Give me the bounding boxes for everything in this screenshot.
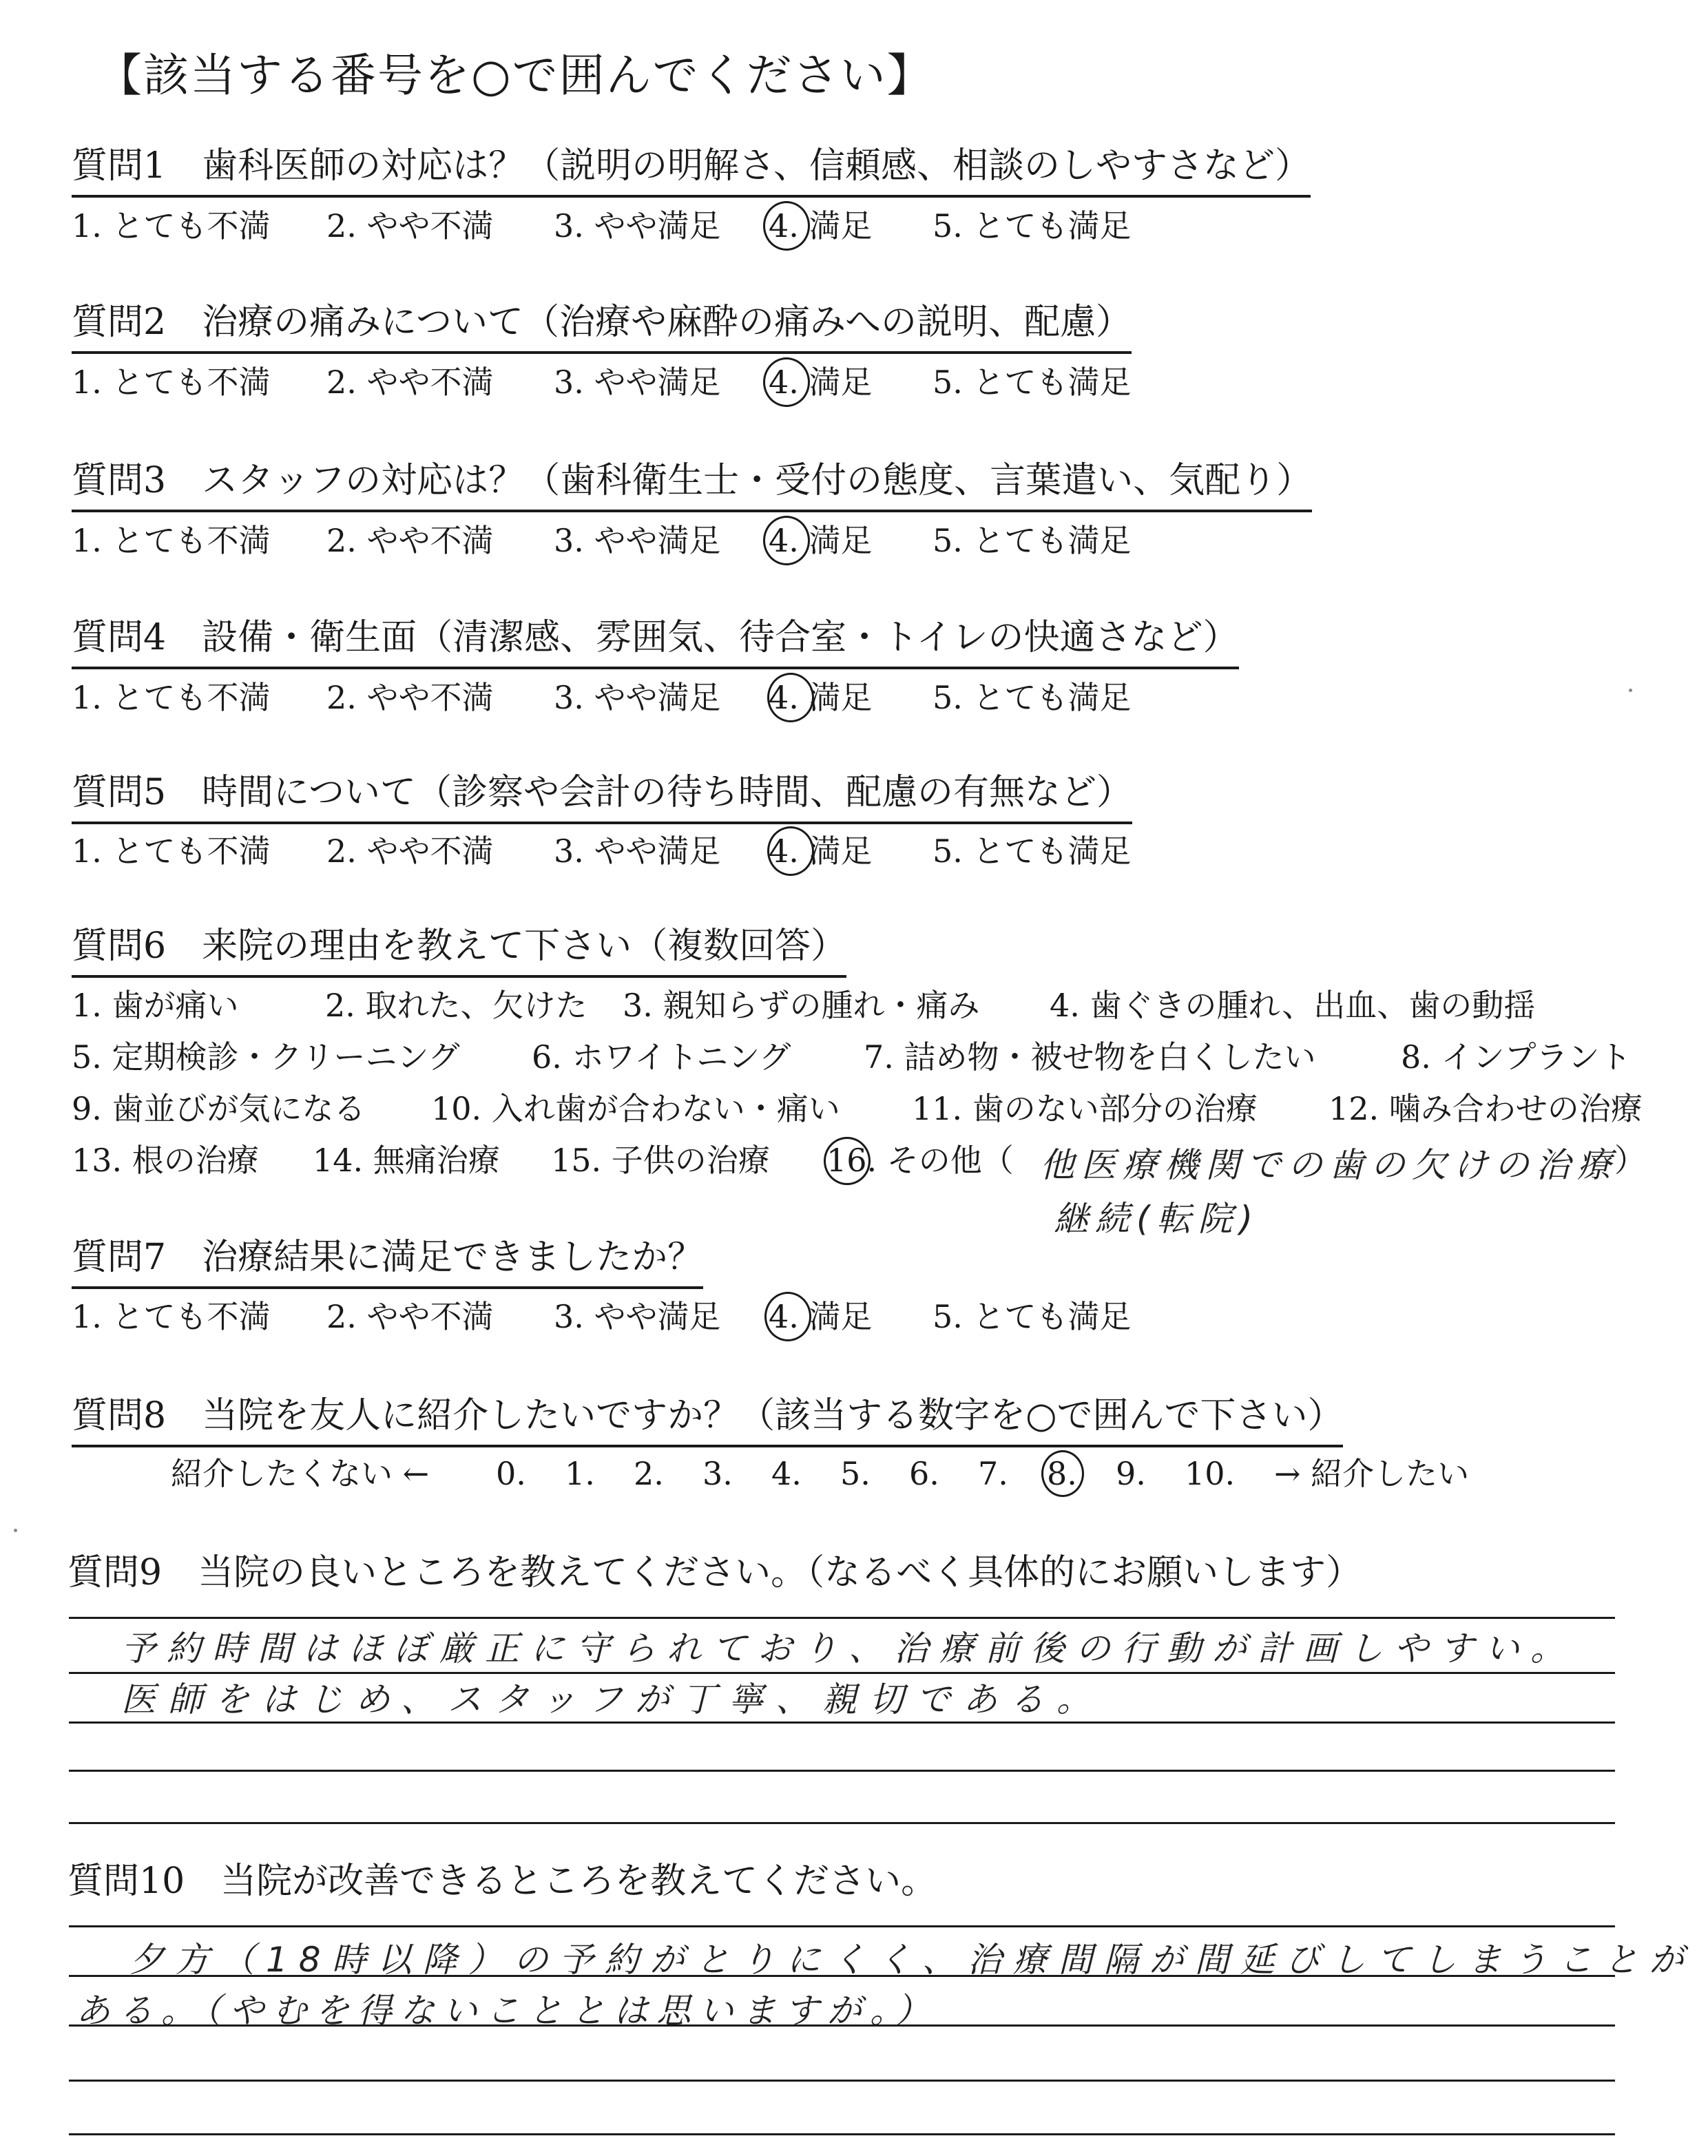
- question-10-title: 質問10 当院が改善できるところを教えてください。: [67, 1861, 937, 1902]
- answer-line: [69, 2133, 1615, 2135]
- option-5[interactable]: 5. とても満足: [933, 679, 1132, 716]
- option-3[interactable]: 3. やや満足: [554, 207, 721, 244]
- score-7[interactable]: 7.: [978, 1455, 1008, 1492]
- answer-line: [69, 1822, 1615, 1824]
- option-3[interactable]: 3. やや満足: [554, 679, 721, 716]
- option-2[interactable]: 2. 取れた、欠けた: [325, 987, 587, 1024]
- option-4[interactable]: 4. 満足: [769, 207, 873, 244]
- option-5[interactable]: 5. 定期検診・クリーニング: [72, 1038, 460, 1076]
- question-6-title: 質問6 来院の理由を教えて下さい（複数回答）: [72, 921, 846, 978]
- score-10[interactable]: 10.: [1185, 1455, 1236, 1492]
- answer-line: [69, 1770, 1615, 1772]
- option-5[interactable]: 5. とても満足: [933, 833, 1132, 870]
- option-6[interactable]: 6. ホワイトニング: [532, 1038, 791, 1076]
- score-1[interactable]: 1.: [565, 1455, 595, 1492]
- other-answer-handwriting-line-1: 他医療機関での歯の欠けの治療: [1040, 1145, 1618, 1185]
- option-2[interactable]: 2. やや不満: [326, 1298, 494, 1335]
- option-5[interactable]: 5. とても満足: [933, 522, 1132, 559]
- question-6-row-1: [72, 985, 1656, 1026]
- q10-handwriting-line-1: 夕方（18時以降）の予約がとりにくく、治療間隔が間延びしてしまうことが: [129, 1940, 1695, 1980]
- question-8-title: 質問8 当院を友人に紹介したいですか？（該当する数字を○で囲んで下さい）: [72, 1391, 1343, 1447]
- option-3[interactable]: 3. 親知らずの腫れ・痛み: [623, 987, 980, 1024]
- option-4[interactable]: 4. 満足: [769, 679, 873, 716]
- q10-handwriting-line-2: ある。（やむを得ないこととは思いますが。）: [76, 1991, 938, 2031]
- score-4[interactable]: 4.: [771, 1455, 802, 1492]
- scale-right-label: → 紹介したい: [1274, 1455, 1470, 1492]
- scan-speck: [1629, 689, 1632, 692]
- score-5[interactable]: 5.: [840, 1455, 871, 1492]
- answer-line: [69, 1721, 1615, 1724]
- option-3[interactable]: 3. やや満足: [554, 833, 721, 870]
- option-14[interactable]: 14. 無痛治療: [313, 1142, 500, 1179]
- other-answer-handwriting-line-2: 継続(転院): [1054, 1199, 1260, 1239]
- option-16[interactable]: 16. その他（: [826, 1142, 1014, 1179]
- score-6[interactable]: 6.: [909, 1455, 939, 1492]
- option-4[interactable]: 4. 満足: [769, 1298, 873, 1335]
- score-3[interactable]: 3.: [702, 1455, 733, 1492]
- option-8[interactable]: 8. インプラント: [1401, 1038, 1632, 1076]
- option-11[interactable]: 11. 歯のない部分の治療: [912, 1090, 1258, 1127]
- q9-handwriting-line-1: 予約時間はほぼ厳正に守られており、治療前後の行動が計画しやすい。: [121, 1629, 1576, 1668]
- question-1-title: 質問1 歯科医師の対応は？（説明の明解さ、信頼感、相談のしやすさなど）: [72, 141, 1311, 198]
- option-2[interactable]: 2. やや不満: [326, 207, 494, 244]
- question-4-options: [72, 677, 1242, 718]
- option-15[interactable]: 15. 子供の治療: [551, 1142, 770, 1179]
- score-8[interactable]: 8.: [1047, 1455, 1077, 1492]
- option-5[interactable]: 5. とても満足: [933, 1298, 1132, 1335]
- option-4[interactable]: 4. 歯ぐきの腫れ、出血、歯の動揺: [1050, 987, 1536, 1024]
- option-4[interactable]: 4. 満足: [769, 364, 873, 401]
- scale-left-label: 紹介したくない ←: [171, 1455, 430, 1492]
- option-1[interactable]: 1. とても不満: [72, 833, 271, 870]
- option-1[interactable]: 1. とても不満: [72, 207, 271, 244]
- option-1[interactable]: 1. とても不満: [72, 1298, 271, 1335]
- q9-handwriting-line-2: 医師をはじめ、スタッフが丁寧、親切である。: [121, 1679, 1103, 1719]
- question-5-title: 質問5 時間について（診察や会計の待ち時間、配慮の有無など）: [72, 768, 1132, 824]
- question-4-title: 質問4 設備・衛生面（清潔感、雰囲気、待合室・トイレの快適さなど）: [72, 613, 1239, 669]
- question-6-row-2: [72, 1036, 1656, 1078]
- option-5[interactable]: 5. とても満足: [933, 364, 1132, 401]
- question-9-title: 質問9 当院の良いところを教えてください。（なるべく具体的にお願いします）: [67, 1552, 1362, 1593]
- option-3[interactable]: 3. やや満足: [554, 364, 721, 401]
- option-7[interactable]: 7. 詰め物・被せ物を白くしたい: [864, 1038, 1316, 1076]
- question-2-options: [72, 362, 1242, 403]
- option-2[interactable]: 2. やや不満: [326, 364, 494, 401]
- answer-line: [69, 1617, 1615, 1619]
- score-2[interactable]: 2.: [634, 1455, 664, 1492]
- question-3-title: 質問3 スタッフの対応は？（歯科衛生士・受付の態度、言葉遣い、気配り）: [72, 456, 1312, 512]
- score-0[interactable]: 0.: [496, 1455, 526, 1492]
- question-3-options: [72, 520, 1242, 561]
- option-1[interactable]: 1. とても不満: [72, 364, 271, 401]
- question-7-options: [72, 1296, 1242, 1337]
- question-7-title: 質問7 治療結果に満足できましたか？: [72, 1233, 703, 1289]
- option-4[interactable]: 4. 満足: [769, 833, 873, 870]
- question-5-options: [72, 830, 1242, 872]
- option-13[interactable]: 13. 根の治療: [72, 1142, 259, 1179]
- option-2[interactable]: 2. やや不満: [326, 522, 494, 559]
- option-9[interactable]: 9. 歯並びが気になる: [72, 1090, 366, 1127]
- option-12[interactable]: 12. 噛み合わせの治療: [1329, 1090, 1643, 1127]
- option-3[interactable]: 3. やや満足: [554, 522, 721, 559]
- option-1[interactable]: 1. とても不満: [72, 679, 271, 716]
- option-2[interactable]: 2. やや不満: [326, 833, 494, 870]
- option-1[interactable]: 1. 歯が痛い: [72, 987, 239, 1024]
- question-8-scale: [171, 1453, 1548, 1494]
- score-9[interactable]: 9.: [1116, 1455, 1146, 1492]
- option-4[interactable]: 4. 満足: [769, 522, 873, 559]
- question-2-title: 質問2 治療の痛みについて（治療や麻酔の痛みへの説明、配慮）: [72, 297, 1132, 354]
- question-6-row-3: [72, 1088, 1656, 1129]
- option-1[interactable]: 1. とても不満: [72, 522, 271, 559]
- other-close-paren: ）: [1614, 1142, 1646, 1179]
- answer-line: [69, 1925, 1615, 1927]
- instructions-header: 【該当する番号を○で囲んでください】: [96, 49, 934, 102]
- option-3[interactable]: 3. やや満足: [554, 1298, 721, 1335]
- option-2[interactable]: 2. やや不満: [326, 679, 494, 716]
- option-5[interactable]: 5. とても満足: [933, 207, 1132, 244]
- answer-line: [69, 2080, 1615, 2082]
- question-1-options: [72, 205, 1242, 247]
- scan-speck: [14, 1529, 17, 1532]
- option-10[interactable]: 10. 入れ歯が合わない・痛い: [431, 1090, 840, 1127]
